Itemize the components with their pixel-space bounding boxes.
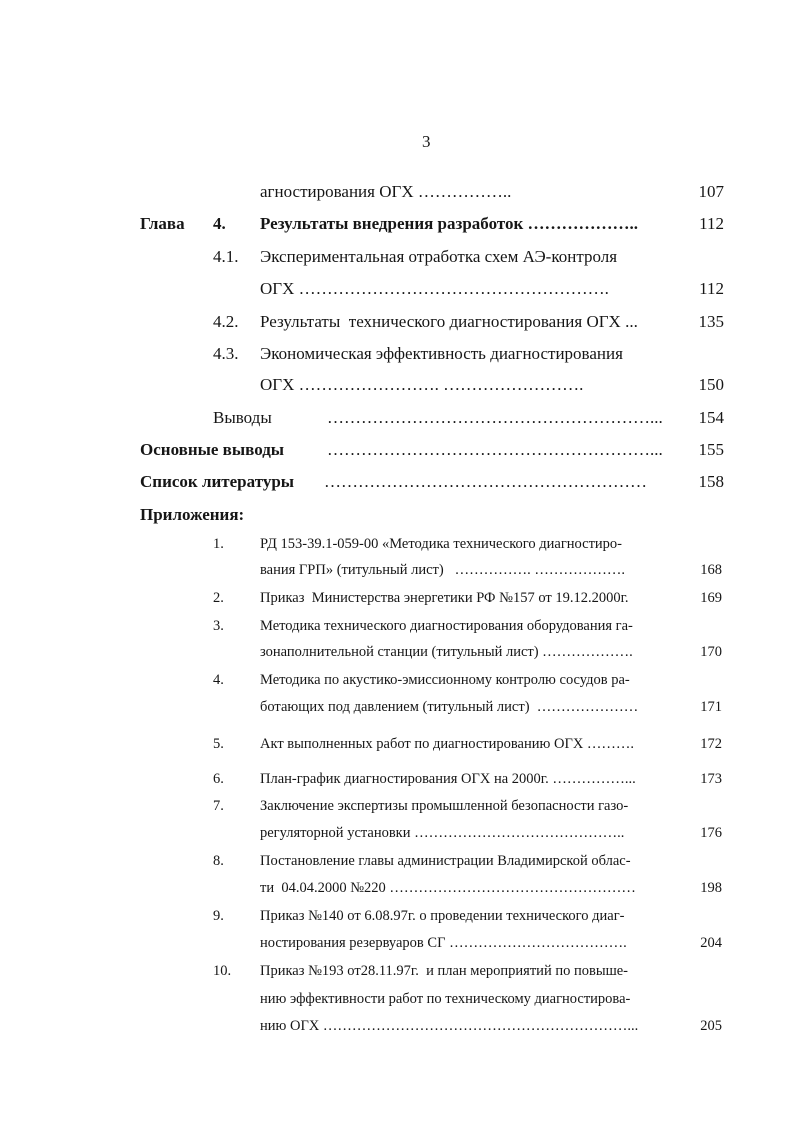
toc-leader: …………………………………………………	[324, 472, 647, 491]
appendix-line: Заключение экспертизы промышленной безопасности газо-	[260, 798, 629, 814]
toc-line: Результаты технического диагностирования ОГХ ...	[260, 312, 638, 331]
appendix-line: нию эффективности работ по техническому диагностирова-	[260, 991, 631, 1007]
toc-line: Экономическая эффективность диагностирования	[260, 344, 623, 363]
toc-page-number: 154	[698, 408, 724, 427]
appendix-page-number: 168	[700, 562, 722, 578]
appendix-page-number: 205	[700, 1018, 722, 1034]
chapter-number: 4.	[213, 214, 226, 233]
toc-leader: …………………………………………………...	[327, 440, 663, 459]
appendices-label: Приложения:	[140, 505, 245, 524]
toc-leader: …………………………………………………...	[327, 408, 663, 427]
appendix-line: ностирования резервуаров СГ ……………………………….	[260, 935, 627, 951]
appendix-number: 7.	[213, 798, 224, 814]
appendix-number: 3.	[213, 618, 224, 634]
chapter-label: Глава	[140, 214, 185, 233]
appendix-number: 4.	[213, 672, 224, 688]
appendix-page-number: 204	[700, 935, 722, 951]
references-label: Список литературы	[140, 472, 295, 491]
appendix-line: Методика по акустико-эмиссионному контролю сосудов ра-	[260, 672, 630, 688]
toc-page-number: 112	[699, 279, 724, 298]
toc-line: Экспериментальная отработка схем АЭ-контроля	[260, 247, 618, 266]
appendix-line: Методика технического диагностирования оборудования га-	[260, 618, 633, 634]
toc-page-number: 150	[698, 375, 724, 394]
appendix-page-number: 170	[700, 644, 722, 660]
appendix-number: 9.	[213, 908, 224, 924]
toc-page-number: 135	[698, 312, 724, 331]
toc-page-number: 158	[698, 472, 724, 491]
section-number: 4.2.	[213, 312, 239, 331]
appendix-page-number: 173	[700, 771, 722, 787]
appendix-number: 1.	[213, 536, 224, 552]
appendix-line: Приказ №140 от 6.08.97г. о проведении технического диаг-	[260, 908, 625, 924]
appendix-number: 5.	[213, 736, 224, 752]
appendix-number: 10.	[213, 963, 232, 979]
appendix-page-number: 171	[700, 699, 722, 715]
appendix-line: План-график диагностирования ОГХ на 2000г. ……………...	[260, 771, 636, 787]
appendix-line: РД 153-39.1-059-00 «Методика технического диагностиро-	[260, 536, 623, 552]
main-conclusions-label: Основные выводы	[140, 440, 285, 459]
appendix-page-number: 176	[700, 825, 722, 841]
appendix-line: Приказ Министерства энергетики РФ №157 от 19.12.2000г.	[260, 590, 629, 606]
toc-page-number: 107	[698, 182, 724, 201]
page-number: 3	[422, 132, 431, 151]
appendix-line: ти 04.04.2000 №220 ……………………………………………	[260, 880, 636, 896]
appendix-line: регуляторной установки ……………………………………..	[260, 825, 625, 841]
section-number: 4.1.	[213, 247, 239, 266]
toc-line: ОГХ ……………………. …………………….	[260, 375, 584, 394]
conclusions-label: Выводы	[213, 408, 272, 427]
appendix-line: Приказ №193 от28.11.97г. и план мероприятий по повыше-	[260, 963, 628, 979]
appendix-page-number: 198	[700, 880, 722, 896]
section-number: 4.3.	[213, 344, 239, 363]
toc-line: агностирования ОГХ ……………..	[260, 182, 512, 201]
toc-page-number: 155	[698, 440, 724, 459]
appendix-number: 6.	[213, 771, 224, 787]
appendix-line: ботающих под давлением (титульный лист) …………………	[260, 699, 639, 715]
appendix-line: Акт выполненных работ по диагностированию ОГХ ……….	[260, 736, 635, 752]
chapter-title: Результаты внедрения разработок ………………..	[260, 214, 639, 233]
appendix-page-number: 169	[700, 590, 722, 606]
appendix-number: 2.	[213, 590, 224, 606]
appendix-line: вания ГРП» (титульный лист) ……………. ……………….	[260, 562, 625, 578]
appendix-number: 8.	[213, 853, 224, 869]
appendix-line: зонаполнительной станции (титульный лист) ……………….	[260, 644, 633, 660]
appendix-line: нию ОГХ ………………………………………………………...	[260, 1018, 639, 1034]
appendix-line: Постановление главы администрации Владимирской облас-	[260, 853, 631, 869]
toc-line: ОГХ ……………………………………………….	[260, 279, 609, 298]
toc-page-number: 112	[699, 214, 724, 233]
appendix-page-number: 172	[700, 736, 722, 752]
